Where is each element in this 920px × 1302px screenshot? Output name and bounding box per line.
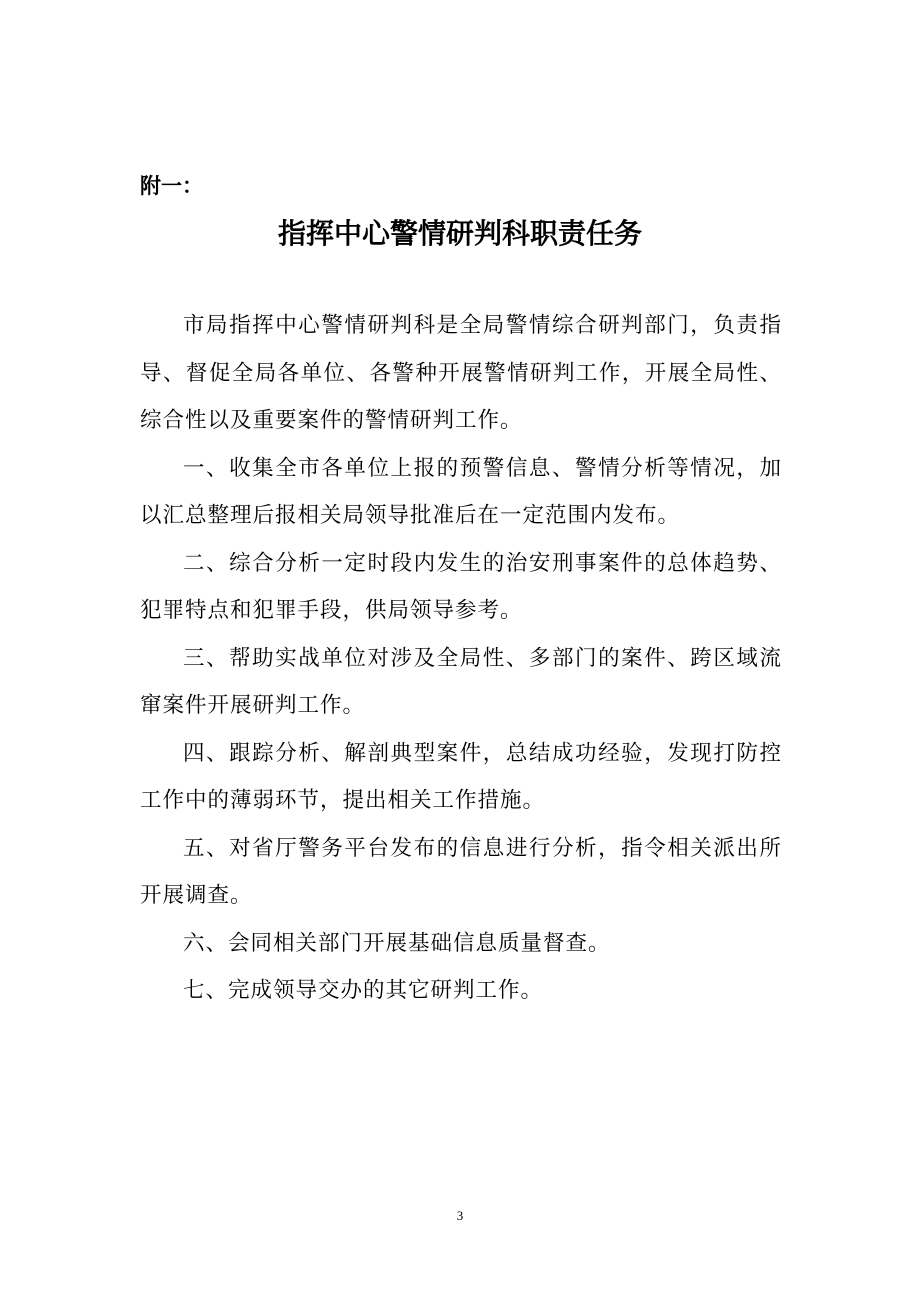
duty-item-2: 二、综合分析一定时段内发生的治安刑事案件的总体趋势、犯罪特点和犯罪手段，供局领导参考。: [140, 550, 782, 623]
duty-item-5: 五、对省厅警务平台发布的信息进行分析，指令相关派出所开展调查。: [140, 835, 782, 908]
intro-paragraph: 市局指挥中心警情研判科是全局警情综合研判部门，负责指导、督促全局各单位、各警种开展警情研判工作，开展全局性、综合性以及重要案件的警情研判工作。: [140, 313, 782, 433]
duty-item-6: 六、会同相关部门开展基础信息质量督查。: [183, 930, 611, 956]
attachment-label: 附一：: [140, 174, 203, 198]
duty-item-4: 四、跟踪分析、解剖典型案件，总结成功经验，发现打防控工作中的薄弱环节，提出相关工作措施。: [140, 740, 782, 813]
document-body: [140, 302, 782, 1015]
duty-item-1: 一、收集全市各单位上报的预警信息、警情分析等情况，加以汇总整理后报相关局领导批准后在一定范围内发布。: [140, 455, 782, 528]
duty-item-7: 七、完成领导交办的其它研判工作。: [183, 978, 544, 1003]
page-number: 3: [456, 1208, 464, 1223]
document-title: 指挥中心警情研判科职责任务: [277, 217, 642, 250]
duty-item-3: 三、帮助实战单位对涉及全局性、多部门的案件、跨区域流窜案件开展研判工作。: [140, 645, 782, 718]
